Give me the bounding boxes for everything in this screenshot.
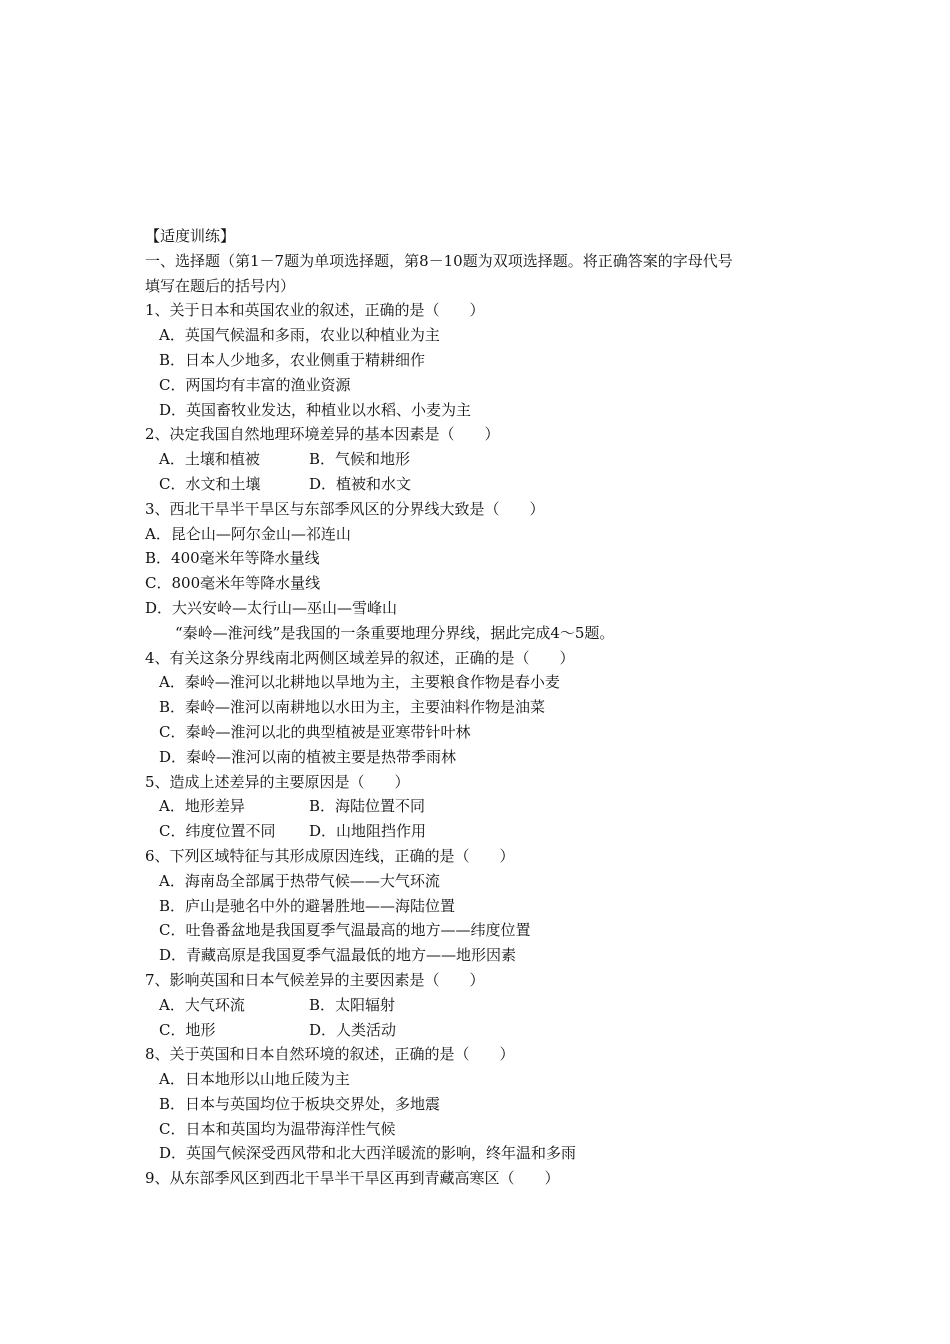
- question-stem: 5、造成上述差异的主要原因是（ ）: [145, 772, 410, 791]
- option-a: A．英国气候温和多雨，农业以种植业为主: [159, 326, 440, 345]
- option-c: C．水文和土壤: [159, 474, 261, 493]
- option-d: D．山地阻挡作用: [309, 822, 427, 841]
- option-row: [145, 794, 825, 819]
- option-b: B．太阳辐射: [309, 995, 396, 1014]
- question-stem: 9、从东部季风区到西北干旱半干旱区再到青藏高寒区（ ）: [145, 1169, 560, 1188]
- option-d: D．秦岭—淮河以南的植被主要是热带季雨林: [159, 747, 457, 766]
- option-a: A．地形差异: [159, 797, 245, 816]
- question-stem: 2、决定我国自然地理环境差异的基本因素是（ ）: [145, 425, 500, 444]
- question-4: [145, 646, 825, 770]
- option-d: D．大兴安岭—太行山—巫山—雪峰山: [145, 598, 398, 617]
- option-c: C．800毫米年等降水量线: [145, 574, 321, 593]
- option-c: C．两国均有丰富的渔业资源: [159, 375, 351, 394]
- reading-passage: “秦岭—淮河线”是我国的一条重要地理分界线，据此完成4～5题。: [175, 623, 615, 642]
- question-stem: 8、关于英国和日本自然环境的叙述，正确的是（ ）: [145, 1045, 515, 1064]
- option-d: D．英国气候深受西风带和北大西洋暖流的影响，终年温和多雨: [159, 1144, 577, 1163]
- question-stem: 1、关于日本和英国农业的叙述，正确的是（ ）: [145, 301, 485, 320]
- question-2: [145, 422, 825, 496]
- option-b: B．日本与英国均位于板块交界处，多地震: [159, 1094, 441, 1113]
- question-9: [145, 1166, 825, 1191]
- option-a: A．大气环流: [159, 995, 245, 1014]
- option-b: B．庐山是驰名中外的避暑胜地——海陆位置: [159, 896, 456, 915]
- option-c: C．吐鲁番盆地是我国夏季气温最高的地方——纬度位置: [159, 921, 531, 940]
- option-b: B．海陆位置不同: [309, 797, 426, 816]
- option-b: B．日本人少地多，农业侧重于精耕细作: [159, 350, 426, 369]
- option-d: D．人类活动: [309, 1020, 397, 1039]
- option-c: C．日本和英国均为温带海洋性气候: [159, 1119, 396, 1138]
- option-d: D．青藏高原是我国夏季气温最低的地方——地形因素: [159, 946, 517, 965]
- option-b: B．400毫米年等降水量线: [145, 549, 320, 568]
- question-stem: 3、西北干旱半干旱区与东部季风区的分界线大致是（ ）: [145, 499, 545, 518]
- exercise-content: [145, 224, 825, 1191]
- option-c: C．纬度位置不同: [159, 822, 276, 841]
- question-8: [145, 1042, 825, 1166]
- option-a: A．秦岭—淮河以北耕地以旱地为主，主要粮食作物是春小麦: [159, 673, 560, 692]
- option-c: C．地形: [159, 1020, 216, 1039]
- option-row: [145, 472, 825, 497]
- option-row: [145, 447, 825, 472]
- question-stem: 4、有关这条分界线南北两侧区域差异的叙述，正确的是（ ）: [145, 648, 575, 667]
- question-1: [145, 298, 825, 422]
- option-a: A．海南岛全部属于热带气候——大气环流: [159, 871, 440, 890]
- question-6: [145, 844, 825, 968]
- option-row: [145, 993, 825, 1018]
- instructions-line-1: 一、选择题（第1－7题为单项选择题，第8－10题为双项选择题。将正确答案的字母代号: [145, 251, 733, 270]
- question-3: [145, 497, 825, 621]
- instructions-line-2: 填写在题后的括号内）: [145, 276, 296, 295]
- question-stem: 7、影响英国和日本气候差异的主要因素是（ ）: [145, 970, 485, 989]
- question-5: [145, 770, 825, 844]
- option-d: D．英国畜牧业发达，种植业以水稻、小麦为主: [159, 400, 472, 419]
- section-title: 【适度训练】: [145, 227, 236, 245]
- option-row: [145, 819, 825, 844]
- option-a: A．日本地形以山地丘陵为主: [159, 1070, 350, 1089]
- question-7: [145, 968, 825, 1042]
- option-d: D．植被和水文: [309, 474, 412, 493]
- option-c: C．秦岭—淮河以北的典型植被是亚寒带针叶林: [159, 722, 471, 741]
- option-b: B．秦岭—淮河以南耕地以水田为主，主要油料作物是油菜: [159, 698, 546, 717]
- option-row: [145, 1018, 825, 1043]
- option-b: B．气候和地形: [309, 450, 411, 469]
- option-a: A．昆仑山—阿尔金山—祁连山: [145, 524, 351, 543]
- question-stem: 6、下列区域特征与其形成原因连线，正确的是（ ）: [145, 846, 515, 865]
- option-a: A．土壤和植被: [159, 450, 260, 469]
